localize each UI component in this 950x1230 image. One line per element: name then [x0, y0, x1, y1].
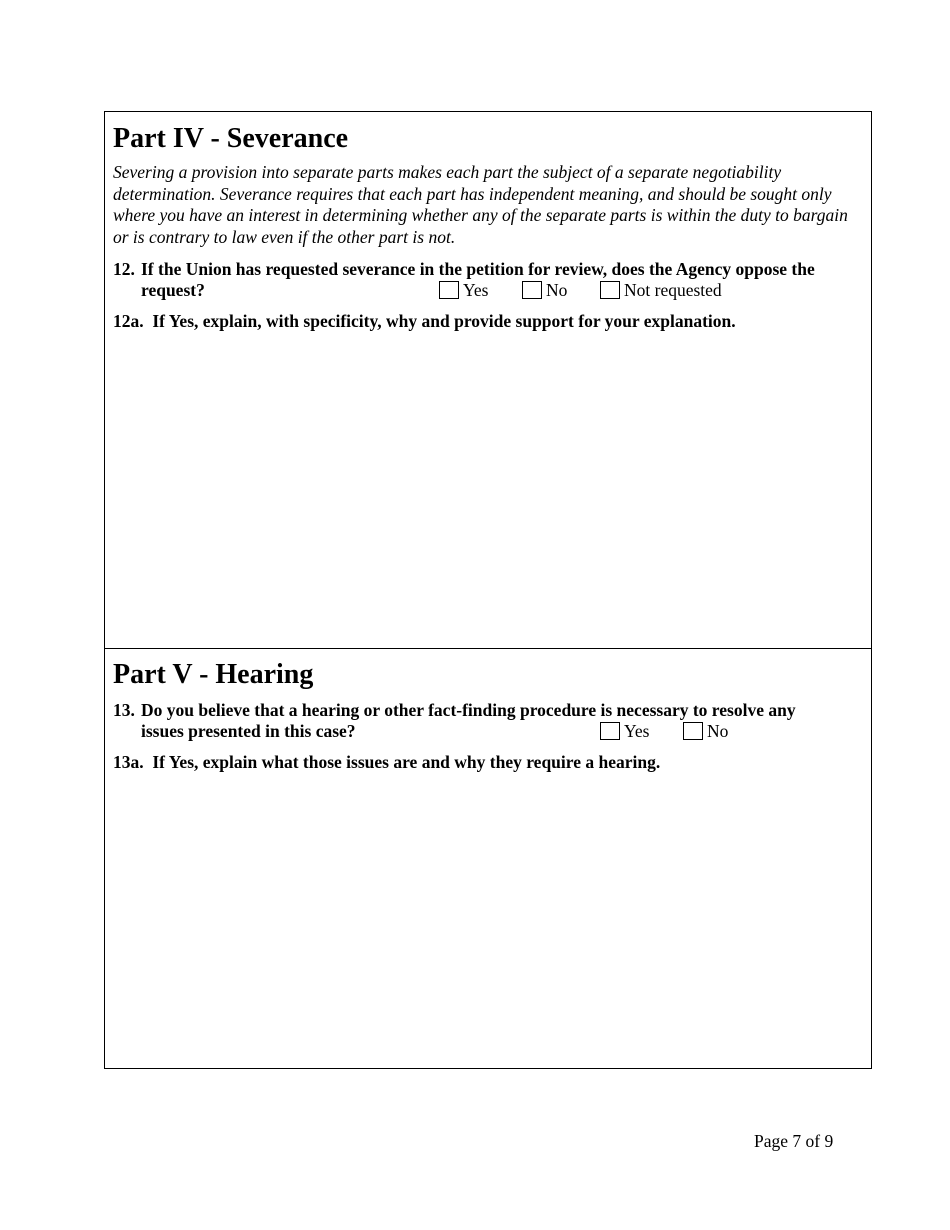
part-iv-heading: Part IV - Severance [113, 123, 349, 154]
q13-yes-checkbox[interactable] [600, 722, 620, 740]
q13-no-label: No [707, 721, 729, 741]
question-13-text-cont: issues presented in this case? [141, 721, 356, 741]
q12-not-requested-checkbox[interactable] [600, 281, 620, 299]
question-13a-text: If Yes, explain what those issues are and why they require a hearing. [152, 752, 661, 772]
question-13a-number: 13a. [113, 752, 144, 772]
q12-yes-label: Yes [463, 280, 489, 300]
question-12a [113, 311, 869, 332]
question-12-number: 12. [113, 259, 135, 279]
part-iv-section [105, 112, 871, 649]
question-13-text: Do you believe that a hearing or other fact-finding procedure is necessary to resolve any [141, 700, 796, 720]
q12a-answer-area[interactable] [113, 340, 865, 640]
severance-intro-text: Severing a provision into separate parts makes each part the subject of a separate negotiability determination. Severance requires that each part has independent meaning, and should be sought only where you have an interest in determining whether any of the separate parts is within the duty to bargain or is contrary to law even if the other part is not. [113, 162, 848, 248]
q12-no-label: No [546, 280, 568, 300]
question-12a-text: If Yes, explain, with specificity, why and provide support for your explanation. [152, 311, 736, 331]
q13-no-option[interactable] [683, 721, 728, 742]
part-v-section [105, 649, 871, 1069]
q12-yes-checkbox[interactable] [439, 281, 459, 299]
question-12-text-cont: request? [141, 280, 205, 300]
q13-yes-label: Yes [624, 721, 650, 741]
q12-not-requested-option[interactable] [600, 280, 722, 301]
question-13a [113, 752, 869, 773]
question-12-text: If the Union has requested severance in the petition for review, does the Agency oppose the [141, 259, 815, 279]
question-13-number: 13. [113, 700, 135, 720]
q13-yes-option[interactable] [600, 721, 649, 742]
question-12a-number: 12a. [113, 311, 144, 331]
q12-yes-option[interactable] [439, 280, 488, 301]
q12-not-requested-label: Not requested [624, 280, 722, 300]
page-number: Page 7 of 9 [754, 1131, 834, 1151]
part-v-heading: Part V - Hearing [113, 659, 314, 690]
form-frame [104, 111, 872, 1069]
q12-no-checkbox[interactable] [522, 281, 542, 299]
q13a-answer-area[interactable] [113, 781, 865, 1061]
q12-no-option[interactable] [522, 280, 567, 301]
q13-no-checkbox[interactable] [683, 722, 703, 740]
